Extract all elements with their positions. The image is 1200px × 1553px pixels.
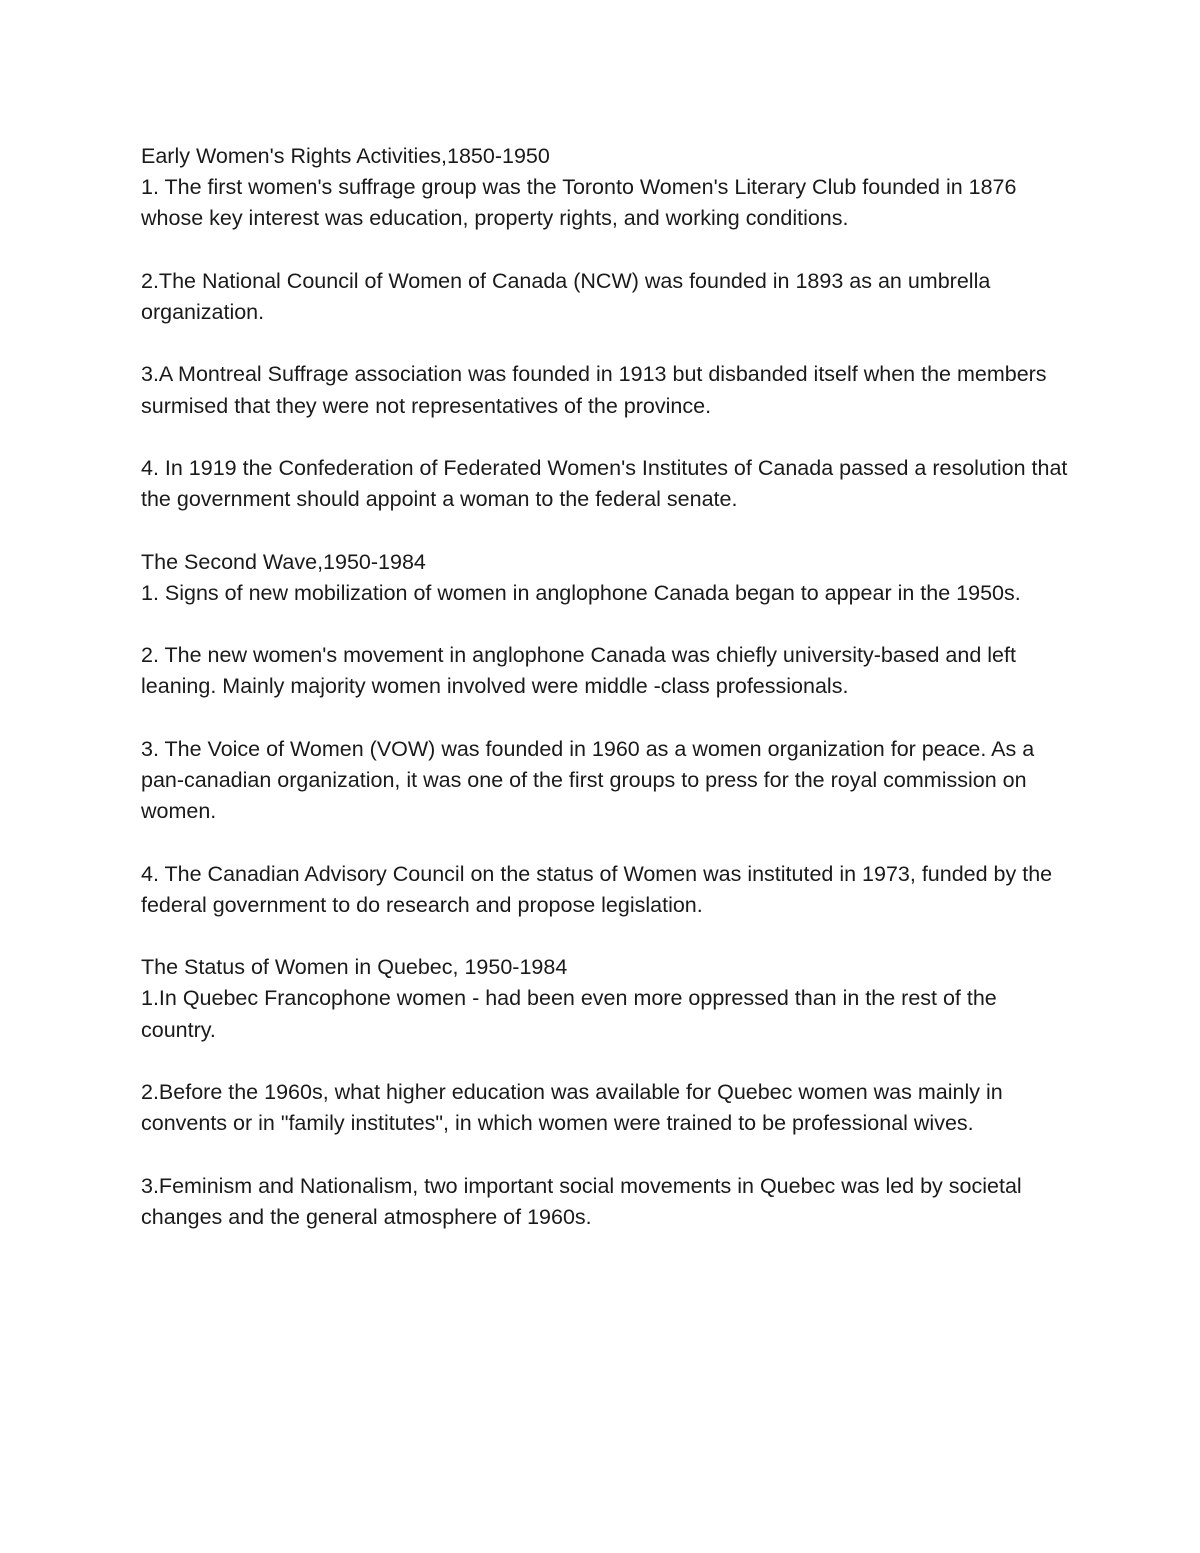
section-status-quebec	[141, 952, 1071, 1233]
list-item: 3.A Montreal Suffrage association was founded in 1913 but disbanded itself when the members surmised that they were not representatives of the province.	[141, 362, 1047, 418]
list-item: 1.In Quebec Francophone women - had been even more oppressed than in the rest of the country.	[141, 986, 997, 1042]
list-item: 4. The Canadian Advisory Council on the status of Women was instituted in 1973, funded by the federal government to do research and propose legislation.	[141, 861, 1053, 917]
section-title: Early Women's Rights Activities,1850-1950	[141, 144, 550, 168]
list-item: 1. Signs of new mobilization of women in anglophone Canada began to appear in the 1950s.	[141, 580, 1021, 605]
list-item: 4. In 1919 the Confederation of Federated Women's Institutes of Canada passed a resolution that the government should appoint a woman to the federal senate.	[141, 455, 1068, 512]
section-title: The Second Wave,1950-1984	[141, 549, 426, 574]
list-item: 2.Before the 1960s, what higher education was available for Quebec women was mainly in convents or in "family institutes", in which women were trained to be professional wives.	[141, 1079, 1003, 1136]
list-item: 3.Feminism and Nationalism, two important social movements in Quebec was led by societal changes and the general atmosphere of 1960s.	[141, 1173, 1022, 1229]
section-early-womens-rights	[141, 141, 1071, 515]
document-body	[141, 141, 1071, 1264]
list-item: 3. The Voice of Women (VOW) was founded in 1960 as a women organization for peace. As a pan-canadian organization, it was one of the first groups to press for the royal commission on women.	[141, 736, 1035, 824]
list-item: 2.The National Council of Women of Canada (NCW) was founded in 1893 as an umbrella organization.	[141, 268, 991, 324]
section-title: The Status of Women in Quebec, 1950-1984	[141, 955, 568, 980]
list-item: 2. The new women's movement in anglophone Canada was chiefly university-based and left leaning. Mainly majority women involved were middle -class professionals.	[141, 643, 1016, 699]
section-second-wave	[141, 547, 1071, 921]
list-item: 1. The first women's suffrage group was the Toronto Women's Literary Club founded in 1876 whose key interest was education, property rights, and working conditions.	[141, 175, 1017, 231]
